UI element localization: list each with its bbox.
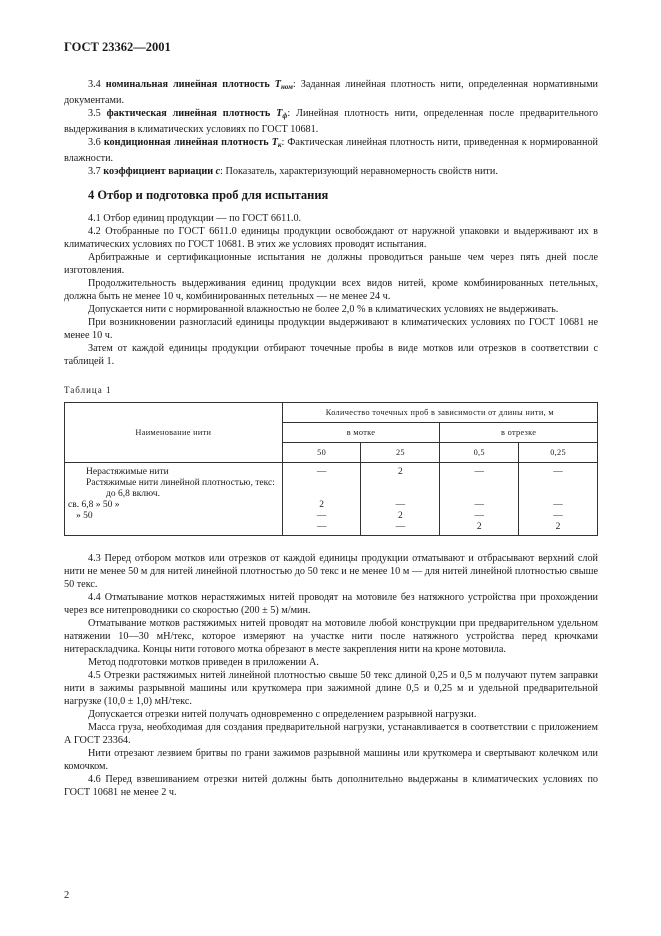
paragraph-method: Метод подготовки мотков приведен в приложении А. bbox=[88, 657, 319, 668]
paragraph-4-2: 4.2 Отобранные по ГОСТ 6611.0 единицы продукции освобождают от наружной упаковки и выдерживают их в климатических условиях по ГОСТ 10681. В этих же условиях проводят испытания. bbox=[64, 226, 598, 250]
table-cell: — bbox=[474, 500, 484, 510]
paragraph-cutting: Нити отрезают лезвием бритвы по грани зажимов разрывной машины или круткомера и свертывают колечком или комочком. bbox=[64, 748, 598, 772]
table-cell: 2 bbox=[398, 511, 403, 521]
paragraph-humidity: Допускается нити с нормированной влажностью не более 2,0 % в климатических условиях не выдерживать. bbox=[88, 304, 559, 315]
page-number: 2 bbox=[64, 890, 70, 901]
table-row-name: Нерастяжимые нити bbox=[86, 467, 169, 477]
table-cell: — bbox=[474, 511, 484, 521]
table-header-skein: в мотке bbox=[282, 423, 440, 443]
table-cell: 2 bbox=[319, 500, 324, 510]
table-cell: 2 bbox=[398, 467, 403, 477]
definition-3-5: 3.5 фактическая линейная плотность $T_ф$: Линейная плотность нити, определенная после предварительного выдерживания в климатических условиях по ГОСТ 10681. bbox=[64, 108, 599, 135]
table-col-values bbox=[519, 463, 598, 536]
table-cell: 2 bbox=[476, 522, 482, 532]
paragraph-sampling: Затем от каждой единицы продукции отбирают точечные пробы в виде мотков или отрезков в соответствии с таблицей 1. bbox=[64, 343, 598, 367]
table-cell: — bbox=[316, 511, 327, 521]
table-col-values bbox=[361, 463, 440, 536]
table-col-values bbox=[282, 463, 361, 536]
table-header-count: Количество точечных проб в зависимости от длины нити, м bbox=[282, 403, 597, 423]
table-col-header: 0,25 bbox=[519, 443, 598, 463]
paragraph-arbitration: Арбитражные и сертификационные испытания не должны проводиться раньше чем через пять дней после изготовления. bbox=[64, 252, 598, 276]
paragraph-disagreement: При возникновении разногласий единицы продукции выдерживают в климатических условиях по ГОСТ 10681 не менее 10 ч. bbox=[64, 317, 598, 341]
section-4-heading: 4 Отбор и подготовка проб для испытания bbox=[88, 188, 329, 202]
table-cell: 2 bbox=[555, 522, 561, 532]
table-cell: — bbox=[316, 522, 327, 532]
table-col-values bbox=[440, 463, 519, 536]
table-cell: — bbox=[553, 500, 563, 510]
table-cell: — bbox=[553, 467, 563, 477]
table-col-header: 50 bbox=[282, 443, 361, 463]
table-cell: — bbox=[316, 467, 327, 477]
table-caption: Таблица 1 bbox=[64, 385, 112, 395]
table-row-name: » 50 bbox=[76, 511, 93, 521]
table-cell: — bbox=[553, 511, 563, 521]
document-header: ГОСТ 23362—2001 bbox=[64, 40, 171, 54]
table-row-name: св. 6,8 » 50 » bbox=[68, 500, 120, 510]
paragraph-winding: Отматывание мотков растяжимых нитей проводят на мотовиле любой конструкции при предварительном удельном натяжении 10—30 мН/текс, которое измеряют на участке нити после натяжного устройства перед крючками нитераскладчика. Концы нити готового мотка обрезают в месте закрепления нити на кроне мотовила. bbox=[64, 618, 598, 655]
table-row-names bbox=[65, 463, 283, 536]
definition-3-7: 3.7 коэффициент вариации c: Показатель, характеризующий неравномерность свойств нити. bbox=[88, 166, 498, 177]
table-cell: — bbox=[474, 467, 484, 477]
definition-3-4: 3.4 номинальная линейная плотность $T_{ном}$: Заданная линейная плотность нити, определенная нормативными документами. bbox=[64, 79, 599, 106]
table-header-cut: в отрезке bbox=[440, 423, 598, 443]
main-column bbox=[64, 78, 598, 799]
paragraph-allowed: Допускается отрезки нитей получать одновременно с определением разрывной нагрузки. bbox=[88, 709, 477, 720]
table-cell: — bbox=[395, 500, 406, 510]
paragraph-4-1: 4.1 Отбор единиц продукции — по ГОСТ 6611.0. bbox=[88, 213, 302, 224]
paragraph-4-5: 4.5 Отрезки растяжимых нитей линейной плотностью свыше 50 текс длиной 0,25 и 0,5 м получают путем заправки нити в зажимы разрывной машины или круткомера при зажимной длине 0,5 и 0,25 м и удельной предварительной нагрузке (10,0 ± 1,0) мН/текс. bbox=[64, 670, 598, 707]
table-header-name: Наименование нити bbox=[65, 403, 283, 463]
paragraph-4-4: 4.4 Отматывание мотков нерастяжимых нитей проводят на мотовиле без натяжного устройства при прохождении через все нитепроводники со скоростью (200 ± 5) м/мин. bbox=[64, 592, 598, 616]
table-row-name: Растяжимые нити линейной плотностью, текс: bbox=[86, 478, 275, 488]
table-col-header: 25 bbox=[361, 443, 440, 463]
table-row-name: до 6,8 включ. bbox=[106, 489, 160, 499]
table-col-header: 0,5 bbox=[440, 443, 519, 463]
paragraph-duration: Продолжительность выдерживания единиц продукции всех видов нитей, кроме комбинированных петельных, должна быть не менее 10 ч, комбинированных петельных — не менее 24 ч. bbox=[64, 278, 598, 302]
paragraph-4-6: 4.6 Перед взвешиванием отрезки нитей должны быть дополнительно выдержаны в климатических условиях по ГОСТ 10681 не менее 2 ч. bbox=[64, 774, 598, 798]
definition-3-6: 3.6 кондиционная линейная плотность $T_к$: Фактическая линейная плотность нити, приведенная к нормированной влажности. bbox=[64, 137, 598, 164]
table-1 bbox=[64, 402, 598, 536]
paragraph-mass: Масса груза, необходимая для создания предварительной нагрузки, устанавливается в соответствии с приложением А ГОСТ 23364. bbox=[64, 722, 598, 746]
paragraph-4-3: 4.3 Перед отбором мотков или отрезков от каждой единицы продукции отматывают и отбрасывают верхний слой нити не менее 50 м для нитей линейной плотностью до 50 текс и не менее 10 м — для нитей линейной плотностью свыше 50 текс. bbox=[64, 553, 598, 590]
table-cell: — bbox=[395, 522, 406, 532]
